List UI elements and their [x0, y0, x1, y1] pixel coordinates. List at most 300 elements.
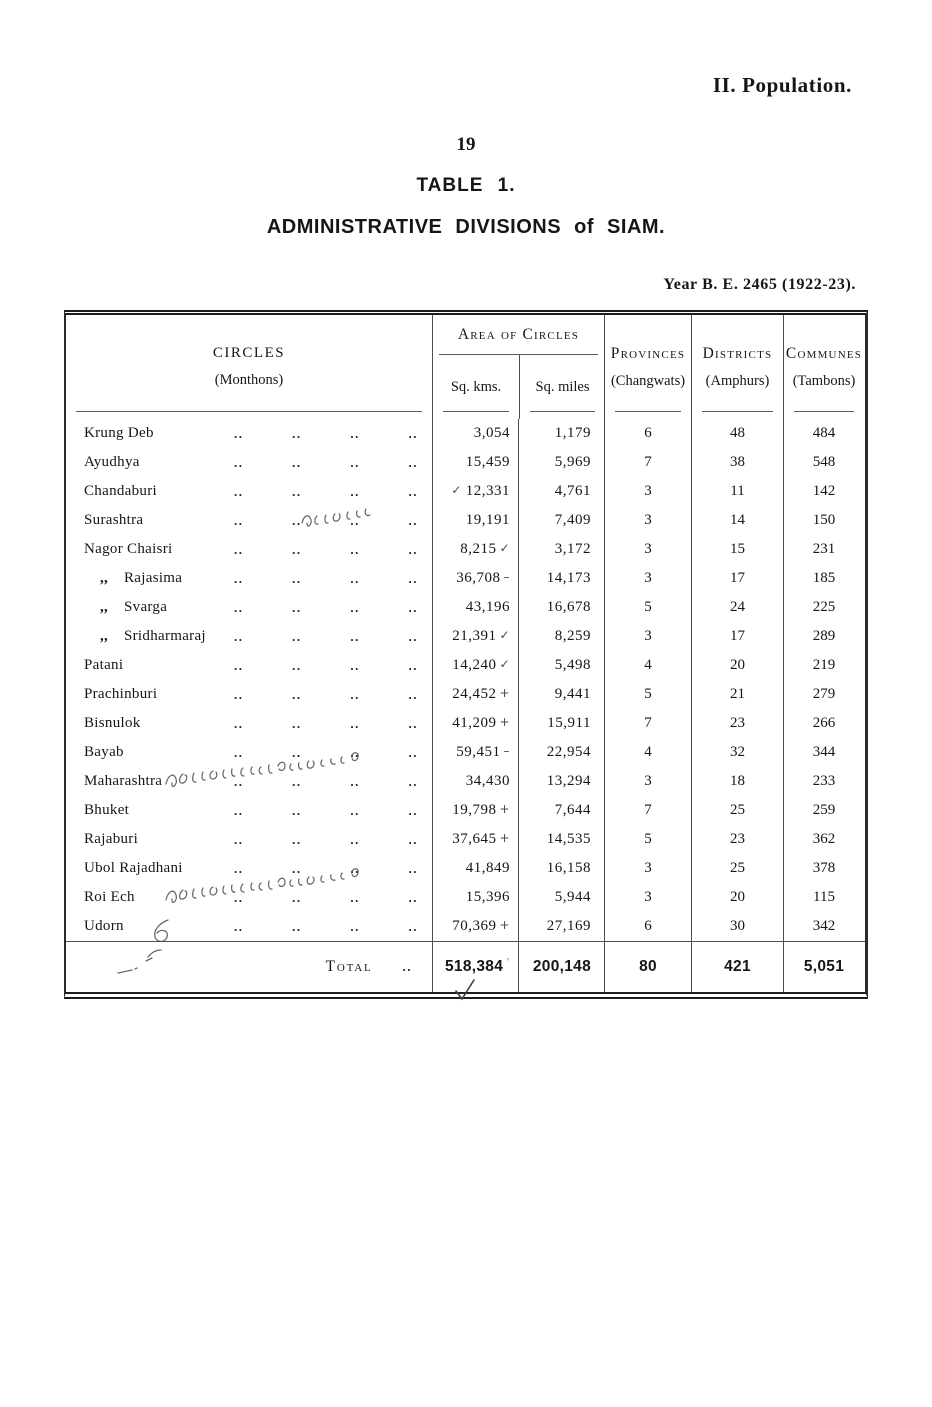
sq-km-cell — [432, 622, 518, 651]
sq-km-value: 3,054 — [473, 425, 510, 441]
districts-value: 18 — [730, 773, 745, 789]
total-sq-miles: 200,148 — [532, 958, 591, 975]
sq-km-value: 15,459 — [465, 454, 510, 470]
districts-value: 32 — [730, 744, 745, 760]
header-districts — [691, 315, 783, 419]
sq-km-cell — [432, 767, 518, 796]
circle-name-cell — [66, 651, 432, 680]
sq-miles-value: 5,969 — [554, 454, 591, 470]
circle-name: Svarga — [124, 599, 168, 615]
leader-dots: .. .. .. .. — [234, 860, 418, 876]
circle-name-cell — [66, 738, 432, 767]
provinces-cell — [604, 651, 691, 680]
table-row — [66, 564, 865, 593]
sq-miles-cell — [518, 796, 604, 825]
sq-miles-cell — [518, 506, 604, 535]
year-caption: Year B. E. 2465 (1922-23). — [663, 276, 856, 293]
leader-dots: .. .. .. .. — [234, 715, 418, 731]
provinces-value: 3 — [644, 483, 652, 499]
circle-name: Udorn — [84, 918, 124, 934]
total-districts: 421 — [724, 958, 751, 975]
sq-km-value: 59,451 — [456, 744, 501, 760]
table-row — [66, 912, 865, 941]
districts-value: 17 — [730, 570, 745, 586]
sq-miles-cell — [518, 709, 604, 738]
circle-name-cell — [66, 419, 432, 448]
districts-value: 25 — [730, 860, 745, 876]
total-label: Total — [325, 958, 373, 975]
circle-name-cell — [66, 796, 432, 825]
districts-cell — [691, 506, 783, 535]
circle-name: Roi Ech — [84, 889, 135, 905]
table-row — [66, 593, 865, 622]
sq-miles-value: 3,172 — [554, 541, 591, 557]
provinces-cell — [604, 535, 691, 564]
total-districts-cell — [691, 942, 783, 992]
sq-miles-cell — [518, 912, 604, 941]
districts-cell — [691, 477, 783, 506]
provinces-value: 5 — [644, 831, 652, 847]
districts-value: 25 — [730, 802, 745, 818]
sq-km-value: 36,708 — [456, 570, 501, 586]
communes-value: 362 — [812, 831, 836, 847]
communes-value: 225 — [812, 599, 836, 615]
total-provinces: 80 — [639, 958, 657, 975]
communes-cell — [783, 767, 864, 796]
communes-value: 342 — [812, 918, 836, 934]
circle-name: Maharashtra — [84, 773, 163, 789]
table-label: TABLE 1. — [416, 175, 516, 196]
total-sq-miles-cell — [518, 942, 604, 992]
communes-cell — [783, 738, 864, 767]
header-provinces-sub: (Changwats) — [610, 372, 686, 389]
table-row — [66, 651, 865, 680]
sq-miles-value: 13,294 — [546, 773, 591, 789]
provinces-value: 6 — [644, 425, 652, 441]
sq-miles-cell — [518, 738, 604, 767]
section-header: II. Population. — [712, 73, 852, 97]
communes-cell — [783, 477, 864, 506]
table-row — [66, 680, 865, 709]
communes-value: 259 — [812, 802, 836, 818]
pencil-mark: ✓ — [499, 540, 510, 555]
districts-value: 21 — [730, 686, 745, 702]
districts-value: 30 — [730, 918, 745, 934]
communes-value: 115 — [813, 889, 835, 905]
header-rule — [702, 411, 773, 412]
provinces-value: 3 — [644, 541, 652, 557]
districts-cell — [691, 593, 783, 622]
leader-dots: .. .. .. .. — [234, 599, 418, 615]
header-rule — [76, 411, 422, 412]
sq-km-value: 41,209 — [452, 715, 497, 731]
circle-name: Bisnulok — [84, 715, 141, 731]
sq-km-cell — [432, 912, 518, 941]
provinces-cell — [604, 680, 691, 709]
districts-cell — [691, 651, 783, 680]
provinces-value: 3 — [644, 773, 652, 789]
sq-miles-cell — [518, 477, 604, 506]
provinces-value: 7 — [644, 454, 652, 470]
circle-name-cell — [66, 767, 432, 796]
districts-value: 23 — [730, 715, 745, 731]
circle-name-cell — [66, 448, 432, 477]
leader-dots: .. .. .. .. — [234, 657, 418, 673]
sq-km-cell — [432, 825, 518, 854]
communes-cell — [783, 622, 864, 651]
communes-value: 484 — [812, 425, 836, 441]
provinces-value: 3 — [644, 628, 652, 644]
circle-name: Bayab — [84, 744, 124, 760]
leader-dots: .. .. .. .. — [234, 773, 418, 789]
total-label-cell — [66, 942, 432, 992]
provinces-value: 5 — [644, 686, 652, 702]
pencil-mark: ✓ — [451, 482, 462, 497]
communes-cell — [783, 825, 864, 854]
leader-dots: .. .. .. .. — [234, 831, 418, 847]
circle-name: Nagor Chaisri — [84, 541, 173, 557]
pencil-mark: + — [499, 714, 510, 729]
districts-cell — [691, 883, 783, 912]
circle-name: Ubol Rajadhani — [84, 860, 183, 876]
circle-name: Ayudhya — [84, 454, 140, 470]
circle-name: Sridharmaraj — [124, 628, 206, 644]
pencil-mark: + — [499, 830, 510, 845]
provinces-cell — [604, 912, 691, 941]
circle-name-cell — [66, 622, 432, 651]
communes-value: 231 — [812, 541, 836, 557]
districts-value: 17 — [730, 628, 745, 644]
sq-miles-value: 9,441 — [554, 686, 591, 702]
sq-miles-cell — [518, 854, 604, 883]
sq-miles-cell — [518, 825, 604, 854]
ditto-mark: ,, — [100, 628, 109, 644]
pencil-mark: + — [499, 917, 510, 932]
leader-dots: .. .. .. .. — [234, 889, 418, 905]
sq-km-value: 43,196 — [465, 599, 510, 615]
header-rule — [615, 411, 681, 412]
handwritten-annotation — [162, 768, 394, 792]
sq-miles-value: 5,944 — [554, 889, 591, 905]
districts-cell — [691, 622, 783, 651]
leader-dots: .. .. .. .. — [234, 483, 418, 499]
sq-km-value: 41,849 — [465, 860, 510, 876]
pencil-mark: ✓ — [499, 656, 510, 671]
districts-cell — [691, 709, 783, 738]
circle-name: Rajasima — [124, 570, 183, 586]
sq-km-cell — [432, 419, 518, 448]
header-rule — [794, 411, 854, 412]
communes-cell — [783, 506, 864, 535]
communes-value: 185 — [812, 570, 836, 586]
districts-value: 20 — [730, 889, 745, 905]
communes-cell — [783, 535, 864, 564]
communes-value: 266 — [812, 715, 836, 731]
districts-cell — [691, 680, 783, 709]
sq-miles-value: 5,498 — [554, 657, 591, 673]
sq-miles-value: 14,535 — [546, 831, 591, 847]
sq-km-value: 15,396 — [465, 889, 510, 905]
sq-km-cell — [432, 593, 518, 622]
districts-cell — [691, 564, 783, 593]
circle-name-cell — [66, 564, 432, 593]
leader-dots: .. .. .. .. — [234, 425, 418, 441]
table-row — [66, 738, 865, 767]
sq-miles-value: 27,169 — [546, 918, 591, 934]
circle-name: Rajaburi — [84, 831, 139, 847]
districts-cell — [691, 854, 783, 883]
circle-name-cell — [66, 825, 432, 854]
communes-cell — [783, 564, 864, 593]
districts-cell — [691, 825, 783, 854]
table-row — [66, 825, 865, 854]
provinces-value: 3 — [644, 889, 652, 905]
sq-km-cell — [432, 738, 518, 767]
sq-km-value: 34,430 — [465, 773, 510, 789]
provinces-cell — [604, 564, 691, 593]
header-circles-label: CIRCLES — [212, 345, 286, 361]
districts-value: 23 — [730, 831, 745, 847]
districts-cell — [691, 912, 783, 941]
communes-cell — [783, 796, 864, 825]
circle-name-cell — [66, 535, 432, 564]
sq-km-cell — [432, 883, 518, 912]
total-sq-km: 518,384 — [445, 958, 504, 975]
communes-value: 142 — [812, 483, 836, 499]
table-row — [66, 506, 865, 535]
communes-value: 289 — [812, 628, 836, 644]
districts-cell — [691, 738, 783, 767]
leader-dots: .. .. .. .. — [234, 686, 418, 702]
table-row — [66, 883, 865, 912]
provinces-cell — [604, 593, 691, 622]
header-circles — [66, 315, 432, 419]
provinces-cell — [604, 854, 691, 883]
sq-km-value: 19,191 — [465, 512, 510, 528]
header-sq-miles — [519, 355, 605, 419]
table-row — [66, 622, 865, 651]
sq-miles-value: 14,173 — [546, 570, 591, 586]
leader-dots: .. .. .. .. — [234, 628, 418, 644]
districts-value: 20 — [730, 657, 745, 673]
sq-km-value: 70,369 — [452, 918, 497, 934]
table-header — [66, 315, 865, 419]
sq-km-cell — [432, 564, 518, 593]
sq-km-value: 19,798 — [452, 802, 497, 818]
districts-value: 15 — [730, 541, 745, 557]
communes-value: 233 — [812, 773, 836, 789]
districts-cell — [691, 535, 783, 564]
table-row — [66, 448, 865, 477]
sq-km-value: 12,331 — [465, 483, 510, 499]
provinces-cell — [604, 767, 691, 796]
sq-miles-value: 15,911 — [547, 715, 591, 731]
page-title: ADMINISTRATIVE DIVISIONS of SIAM. — [266, 216, 666, 238]
sq-km-value: 8,215 — [460, 541, 497, 557]
districts-value: 38 — [730, 454, 745, 470]
sq-km-cell — [432, 709, 518, 738]
ditto-mark: ,, — [100, 599, 109, 615]
provinces-cell — [604, 709, 691, 738]
sq-miles-cell — [518, 767, 604, 796]
districts-cell — [691, 767, 783, 796]
leader-dots: .. .. .. .. — [234, 454, 418, 470]
total-provinces-cell — [604, 942, 691, 992]
communes-cell — [783, 912, 864, 941]
circle-name-cell — [66, 883, 432, 912]
sq-km-cell — [432, 506, 518, 535]
provinces-value: 6 — [644, 918, 652, 934]
sq-miles-value: 7,644 — [554, 802, 591, 818]
sq-km-value: 14,240 — [452, 657, 497, 673]
districts-cell — [691, 796, 783, 825]
provinces-cell — [604, 448, 691, 477]
provinces-value: 7 — [644, 715, 652, 731]
circle-name-cell — [66, 506, 432, 535]
provinces-value: 4 — [644, 657, 652, 673]
table-row — [66, 535, 865, 564]
communes-cell — [783, 883, 864, 912]
sq-miles-value: 16,678 — [546, 599, 591, 615]
table-row — [66, 477, 865, 506]
circle-name: Krung Deb — [84, 425, 154, 441]
provinces-cell — [604, 419, 691, 448]
sq-km-cell — [432, 477, 518, 506]
page-number: 19 — [456, 134, 476, 155]
sq-miles-cell — [518, 680, 604, 709]
circle-name: Prachinburi — [84, 686, 158, 702]
pencil-mark: – — [503, 743, 510, 758]
sq-km-value: 24,452 — [452, 686, 497, 702]
sq-miles-value: 4,761 — [554, 483, 591, 499]
communes-value: 219 — [812, 657, 836, 673]
table-body — [66, 419, 865, 941]
pencil-mark: – — [503, 569, 510, 584]
sq-miles-value: 22,954 — [546, 744, 591, 760]
sq-km-cell — [432, 854, 518, 883]
districts-value: 48 — [730, 425, 745, 441]
communes-cell — [783, 680, 864, 709]
handwritten-annotation — [296, 509, 392, 531]
communes-value: 548 — [812, 454, 836, 470]
provinces-value: 3 — [644, 512, 652, 528]
header-area-of-circles — [433, 315, 604, 355]
administrative-divisions-table — [64, 310, 868, 999]
circle-name-cell — [66, 477, 432, 506]
provinces-value: 7 — [644, 802, 652, 818]
communes-cell — [783, 593, 864, 622]
pencil-mark: ✓ — [499, 627, 510, 642]
districts-value: 11 — [730, 483, 745, 499]
table-row — [66, 796, 865, 825]
provinces-cell — [604, 738, 691, 767]
communes-cell — [783, 854, 864, 883]
header-provinces — [604, 315, 691, 419]
provinces-value: 5 — [644, 599, 652, 615]
sq-km-cell — [432, 535, 518, 564]
sq-miles-cell — [518, 535, 604, 564]
sq-miles-cell — [518, 419, 604, 448]
communes-value: 344 — [812, 744, 836, 760]
provinces-value: 3 — [644, 570, 652, 586]
pencil-mark: + — [499, 801, 510, 816]
sq-km-cell — [432, 680, 518, 709]
handwritten-annotation — [162, 884, 394, 908]
communes-value: 378 — [812, 860, 836, 876]
communes-cell — [783, 448, 864, 477]
districts-value: 24 — [730, 599, 745, 615]
header-districts-sub: (Amphurs) — [705, 372, 770, 389]
sq-km-cell — [432, 796, 518, 825]
header-area-group — [432, 315, 604, 419]
provinces-cell — [604, 477, 691, 506]
header-rule — [443, 411, 509, 412]
table-row — [66, 767, 865, 796]
sq-miles-cell — [518, 564, 604, 593]
circle-name: Surashtra — [84, 512, 144, 528]
provinces-value: 4 — [644, 744, 652, 760]
sq-miles-value: 7,409 — [554, 512, 591, 528]
sq-miles-cell — [518, 593, 604, 622]
districts-cell — [691, 419, 783, 448]
circle-name-cell — [66, 709, 432, 738]
sq-miles-cell — [518, 448, 604, 477]
leader-dots: .. .. .. .. — [234, 744, 418, 760]
districts-value: 14 — [730, 512, 745, 528]
pencil-tick: ’ — [506, 956, 510, 968]
ditto-mark: ,, — [100, 570, 109, 586]
circle-name-cell — [66, 593, 432, 622]
communes-value: 279 — [812, 686, 836, 702]
header-rule — [530, 411, 595, 412]
sq-miles-cell — [518, 622, 604, 651]
total-sq-km-cell — [432, 942, 518, 992]
communes-value: 150 — [812, 512, 836, 528]
leader-dots: .. .. .. .. — [234, 570, 418, 586]
table-row — [66, 419, 865, 448]
circle-name: Bhuket — [84, 802, 130, 818]
header-sq-miles-label: Sq. miles — [535, 378, 590, 395]
provinces-cell — [604, 883, 691, 912]
communes-cell — [783, 651, 864, 680]
sq-km-cell — [432, 448, 518, 477]
sq-miles-cell — [518, 651, 604, 680]
table-row — [66, 854, 865, 883]
sq-miles-value: 1,179 — [554, 425, 591, 441]
circle-name-cell — [66, 680, 432, 709]
provinces-cell — [604, 506, 691, 535]
provinces-cell — [604, 796, 691, 825]
leader-dots: .. .. .. .. — [234, 512, 418, 528]
circle-name: Patani — [84, 657, 124, 673]
header-area-subcolumns — [433, 355, 604, 419]
circle-name-cell — [66, 854, 432, 883]
header-sq-kms-label: Sq. kms. — [450, 378, 502, 395]
provinces-cell — [604, 825, 691, 854]
sq-km-cell — [432, 651, 518, 680]
communes-cell — [783, 709, 864, 738]
total-communes: 5,051 — [803, 958, 845, 975]
table-row — [66, 709, 865, 738]
header-circles-sub: (Monthons) — [214, 372, 284, 388]
communes-cell — [783, 419, 864, 448]
total-row — [66, 941, 865, 992]
sq-km-value: 21,391 — [452, 628, 497, 644]
header-area-label: Area of Circles — [457, 326, 580, 343]
header-communes-sub: (Tambons) — [792, 372, 856, 389]
leader-dots: .. .. .. .. — [234, 541, 418, 557]
header-communes-label: Communes — [785, 344, 863, 362]
